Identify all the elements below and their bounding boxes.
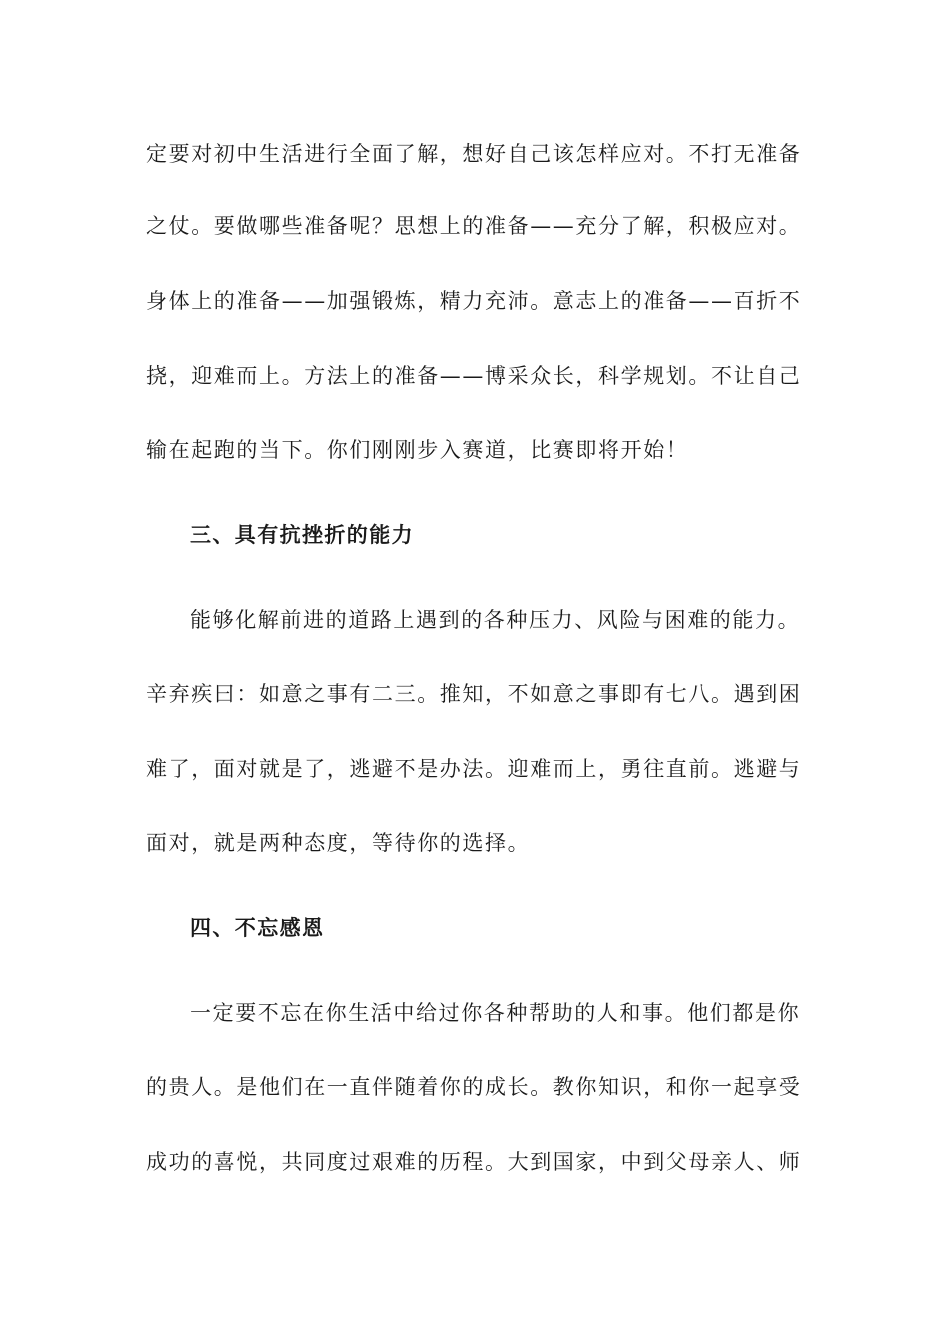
paragraph-line: 辛弃疾曰：如意之事有二三。推知，不如意之事即有七八。遇到困 bbox=[146, 682, 802, 706]
paragraph-line: 挠，迎难而上。方法上的准备——博采众长，科学规划。不让自己 bbox=[146, 364, 802, 388]
section-heading-3: 三、具有抗挫折的能力 bbox=[190, 523, 414, 547]
paragraph-line: 能够化解前进的道路上遇到的各种压力、风险与困难的能力。 bbox=[190, 608, 801, 632]
paragraph-line: 面对，就是两种态度，等待你的选择。 bbox=[146, 831, 531, 855]
paragraph-line: 难了，面对就是了，逃避不是办法。迎难而上，勇往直前。逃避与 bbox=[146, 757, 802, 781]
paragraph-line: 的贵人。是他们在一直伴随着你的成长。教你知识，和你一起享受 bbox=[146, 1075, 802, 1099]
paragraph-line: 身体上的准备——加强锻炼，精力充沛。意志上的准备——百折不 bbox=[146, 289, 802, 313]
paragraph-line: 之仗。要做哪些准备呢？思想上的准备——充分了解，积极应对。 bbox=[146, 214, 802, 238]
paragraph-line: 一定要不忘在你生活中给过你各种帮助的人和事。他们都是你 bbox=[190, 1001, 801, 1025]
paragraph-line: 输在起跑的当下。你们刚刚步入赛道，比赛即将开始！ bbox=[146, 438, 689, 462]
paragraph-line: 成功的喜悦，共同度过艰难的历程。大到国家，中到父母亲人、师 bbox=[146, 1150, 802, 1174]
section-heading-4: 四、不忘感恩 bbox=[190, 916, 325, 940]
paragraph-line: 定要对初中生活进行全面了解，想好自己该怎样应对。不打无准备 bbox=[146, 142, 802, 166]
